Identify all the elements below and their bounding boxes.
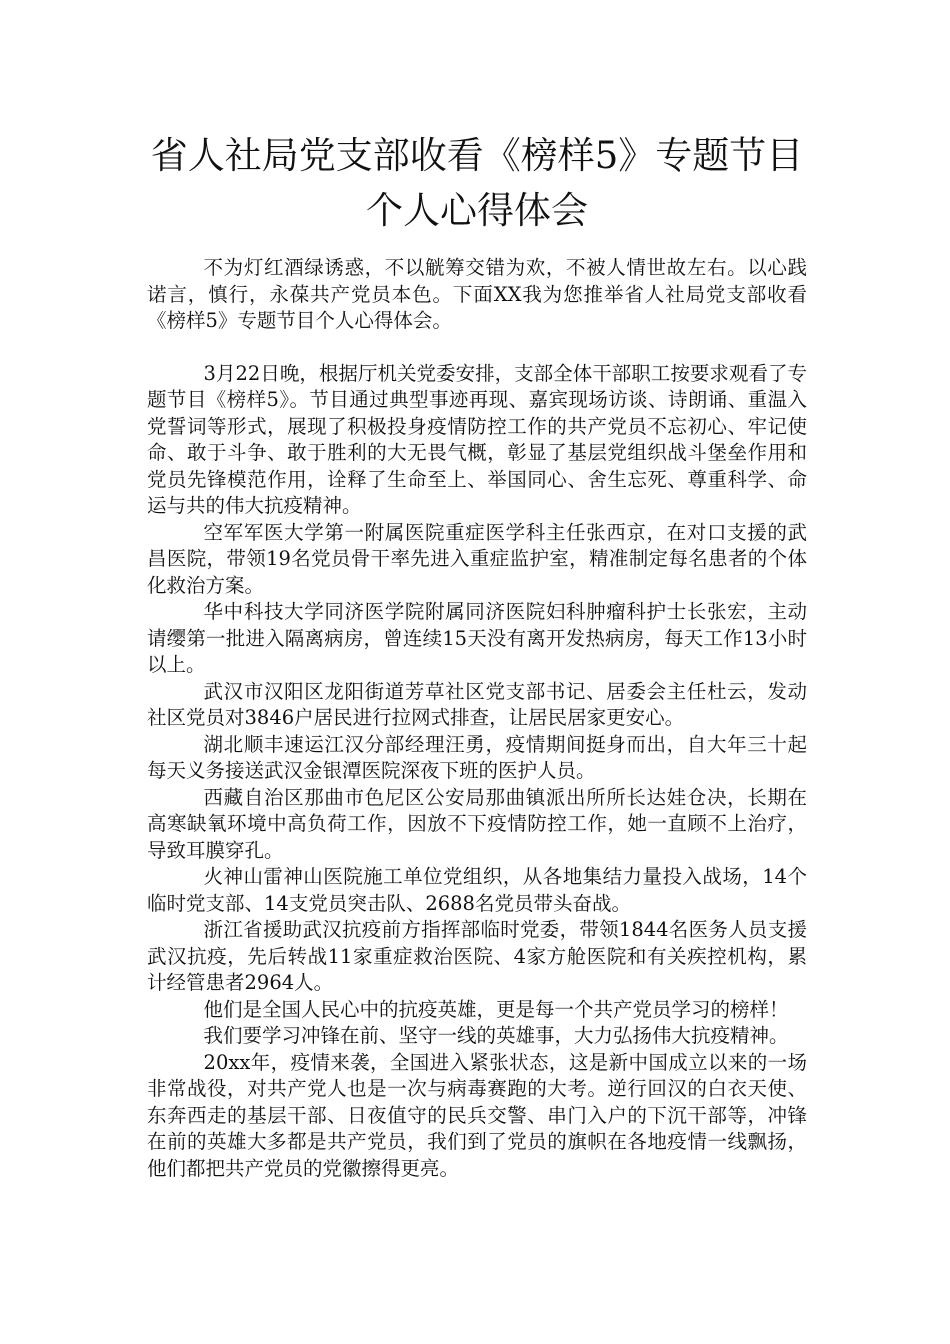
paragraph-heroes: 他们是全国人民心中的抗疫英雄，更是每一个共产党员学习的榜样！ [203, 997, 789, 1021]
paragraph-du-yun: 武汉市汉阳区龙阳街道芳草社区党支部书记、居委会主任杜云，发动社区党员对3846户居民进行拉网式排查，让居民居家更安心。 [147, 679, 807, 729]
paragraph-learn: 我们要学习冲锋在前、坚守一线的英雄事，大力弘扬伟大抗疫精神。 [203, 1024, 789, 1047]
paragraph-wang-yong: 湖北顺丰速运江汉分部经理汪勇，疫情期间挺身而出，自大年三十起每天义务接送武汉金银潭医院深夜下班的医护人员。 [147, 732, 807, 782]
paragraph-intro: 不为灯红酒绿诱惑，不以觥筹交错为欢，不被人情世故左右。以心践诺言，慎行，永葆共产党员本色。下面XX我为您推举省人社局党支部收看《榜样5》专题节目个人心得体会。 [147, 256, 807, 332]
paragraph-epidemic: 20xx年，疫情来袭，全国进入紧张状态，这是新中国成立以来的一场非常战役，对共产党人也是一次与病毒赛跑的大考。逆行回汉的白衣天使、东奔西走的基层干部、日夜值守的民兵交警、串门入户的下沉干部等，冲锋在前的英雄大多都是共产党员，我们到了党员的旗帜在各地疫情一线飘扬，他们都把共产党员的党徽擦得更亮。 [147, 1050, 807, 1180]
paragraph-zhang-hong: 华中科技大学同济医学院附属同济医院妇科肿瘤科护士长张宏，主动请缨第一批进入隔离病房，曾连续15天没有离开发热病房，每天工作13小时以上。 [147, 600, 807, 676]
paragraph-zhang-xijing: 空军军医大学第一附属医院重症医学科主任张西京，在对口支援的武昌医院，带领19名党员骨干率先进入重症监护室，精准制定每名患者的个体化救治方案。 [147, 520, 807, 597]
paragraph-dawa-cangjue: 西藏自治区那曲市色尼区公安局那曲镇派出所所长达娃仓决，长期在高寒缺氧环境中高负荷工作，因放不下疫情防控工作，她一直顾不上治疗，导致耳膜穿孔。 [147, 785, 807, 862]
paragraph-event: 3月22日晚，根据厅机关党委安排，支部全体干部职工按要求观看了专题节目《榜样5》。节目通过典型事迹再现、嘉宾现场访谈、诗朗诵、重温入党誓词等形式，展现了积极投身疫情防控工作的共产党员不忘初心、牢记使命、敢于斗争、敢于胜利的大无畏气概，彰显了基层党组织战斗堡垒作用和党员先锋模范作用，诠释了生命至上、举国同心、舍生忘死、尊重科学、命运与共的伟大抗疫精神。 [147, 361, 807, 517]
document-body [147, 255, 807, 1182]
document-title: 省人社局党支部收看《榜样5》专题节目个人心得体会 [150, 134, 804, 232]
paragraph-huoshenshan: 火神山雷神山医院施工单位党组织，从各地集结力量投入战场，14个临时党支部、14支党员突击队、2688名党员带头奋战。 [147, 865, 807, 915]
paragraph-zhejiang: 浙江省援助武汉抗疫前方指挥部临时党委，带领1844名医务人员支援武汉抗疫，先后转战11家重症救治医院、4家方舱医院和有关疾控机构，累计经管患者2964人。 [147, 918, 807, 994]
document-page [147, 128, 807, 1182]
